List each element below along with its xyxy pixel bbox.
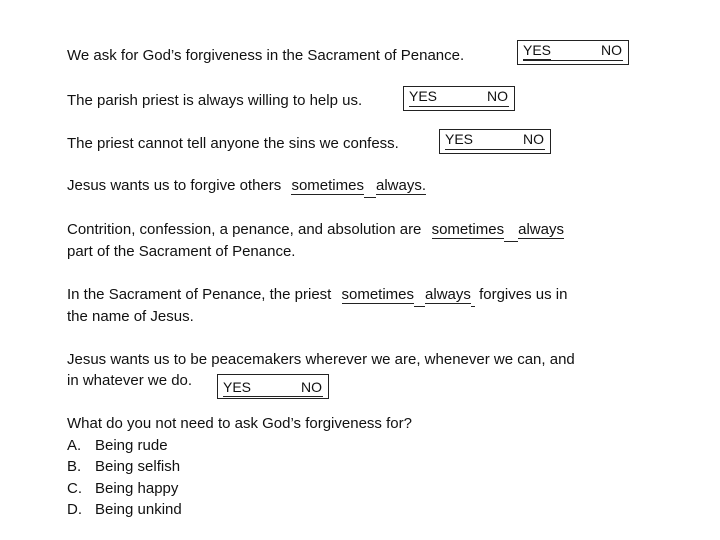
option-always[interactable]: always (518, 221, 564, 238)
option-d[interactable] (67, 499, 412, 521)
question-5-line-1 (67, 219, 564, 242)
question-7-answer-box[interactable] (217, 374, 329, 399)
yes-option[interactable]: YES (445, 131, 474, 147)
option-text: Being rude (95, 436, 168, 454)
option-text: Being happy (95, 479, 179, 497)
question-6-line-2 (67, 306, 194, 328)
question-2-text: The parish priest is always willing to help us. (67, 92, 363, 109)
question-3 (67, 133, 399, 155)
question-7-line-2 (67, 370, 192, 392)
option-always[interactable]: always. (375, 177, 427, 194)
question-8 (67, 413, 412, 521)
option-sometimes[interactable]: sometimes (291, 177, 364, 194)
yes-option[interactable]: YES (523, 42, 552, 58)
answer-underline (223, 396, 323, 397)
question-3-answer-box[interactable] (439, 129, 551, 154)
no-option[interactable]: NO (487, 88, 508, 104)
blank-gap (471, 284, 475, 307)
option-letter: B. (67, 458, 82, 475)
question-8-text: What do you not need to ask God’s forgiveness for? (67, 415, 412, 432)
option-letter: C. (67, 479, 82, 497)
question-1 (67, 45, 464, 67)
question-4 (67, 175, 426, 198)
blank-gap (504, 219, 518, 242)
yes-option[interactable]: YES (223, 379, 252, 395)
option-text: Being selfish (95, 458, 181, 475)
answer-underline (409, 106, 509, 107)
option-text: Being unkind (95, 501, 182, 518)
question-7-text-continued: in whatever we do. (67, 372, 193, 389)
yes-option[interactable]: YES (409, 88, 438, 104)
question-6-text: In the Sacrament of Penance, the priest (67, 286, 332, 303)
question-5-text-continued: part of the Sacrament of Penance. (67, 243, 296, 260)
question-6-text-continued: the name of Jesus. (67, 308, 194, 325)
question-7-text: Jesus wants us to be peacemakers wherever we are, whenever we can, and (67, 351, 575, 368)
option-sometimes[interactable]: sometimes (341, 286, 415, 303)
question-3-text: The priest cannot tell anyone the sins we confess. (67, 135, 399, 152)
option-always[interactable]: always (425, 286, 471, 303)
blank-gap (364, 175, 376, 198)
option-c[interactable] (67, 478, 412, 500)
question-4-text: Jesus wants us to forgive others (67, 177, 282, 194)
option-b[interactable] (67, 456, 412, 478)
question-2-answer-box[interactable] (403, 86, 515, 111)
question-1-answer-box[interactable] (517, 40, 629, 65)
option-sometimes[interactable]: sometimes (431, 221, 505, 238)
no-option[interactable]: NO (301, 379, 322, 395)
no-option[interactable]: NO (601, 42, 622, 58)
option-a[interactable] (67, 435, 412, 457)
question-5-line-2 (67, 241, 295, 263)
question-6-text-end: forgives us in (479, 286, 568, 303)
answer-underline (445, 149, 545, 150)
question-1-text: We ask for God’s forgiveness in the Sacrament of Penance. (67, 47, 465, 64)
no-option[interactable]: NO (523, 131, 544, 147)
blank-gap (414, 284, 425, 307)
question-2 (67, 90, 362, 112)
answer-underline (523, 60, 623, 61)
question-6-line-1 (67, 284, 567, 307)
question-5-text: Contrition, confession, a penance, and absolution are (67, 221, 422, 238)
option-letter: D. (67, 501, 82, 518)
question-7-line-1 (67, 349, 575, 371)
option-letter: A. (67, 436, 82, 454)
